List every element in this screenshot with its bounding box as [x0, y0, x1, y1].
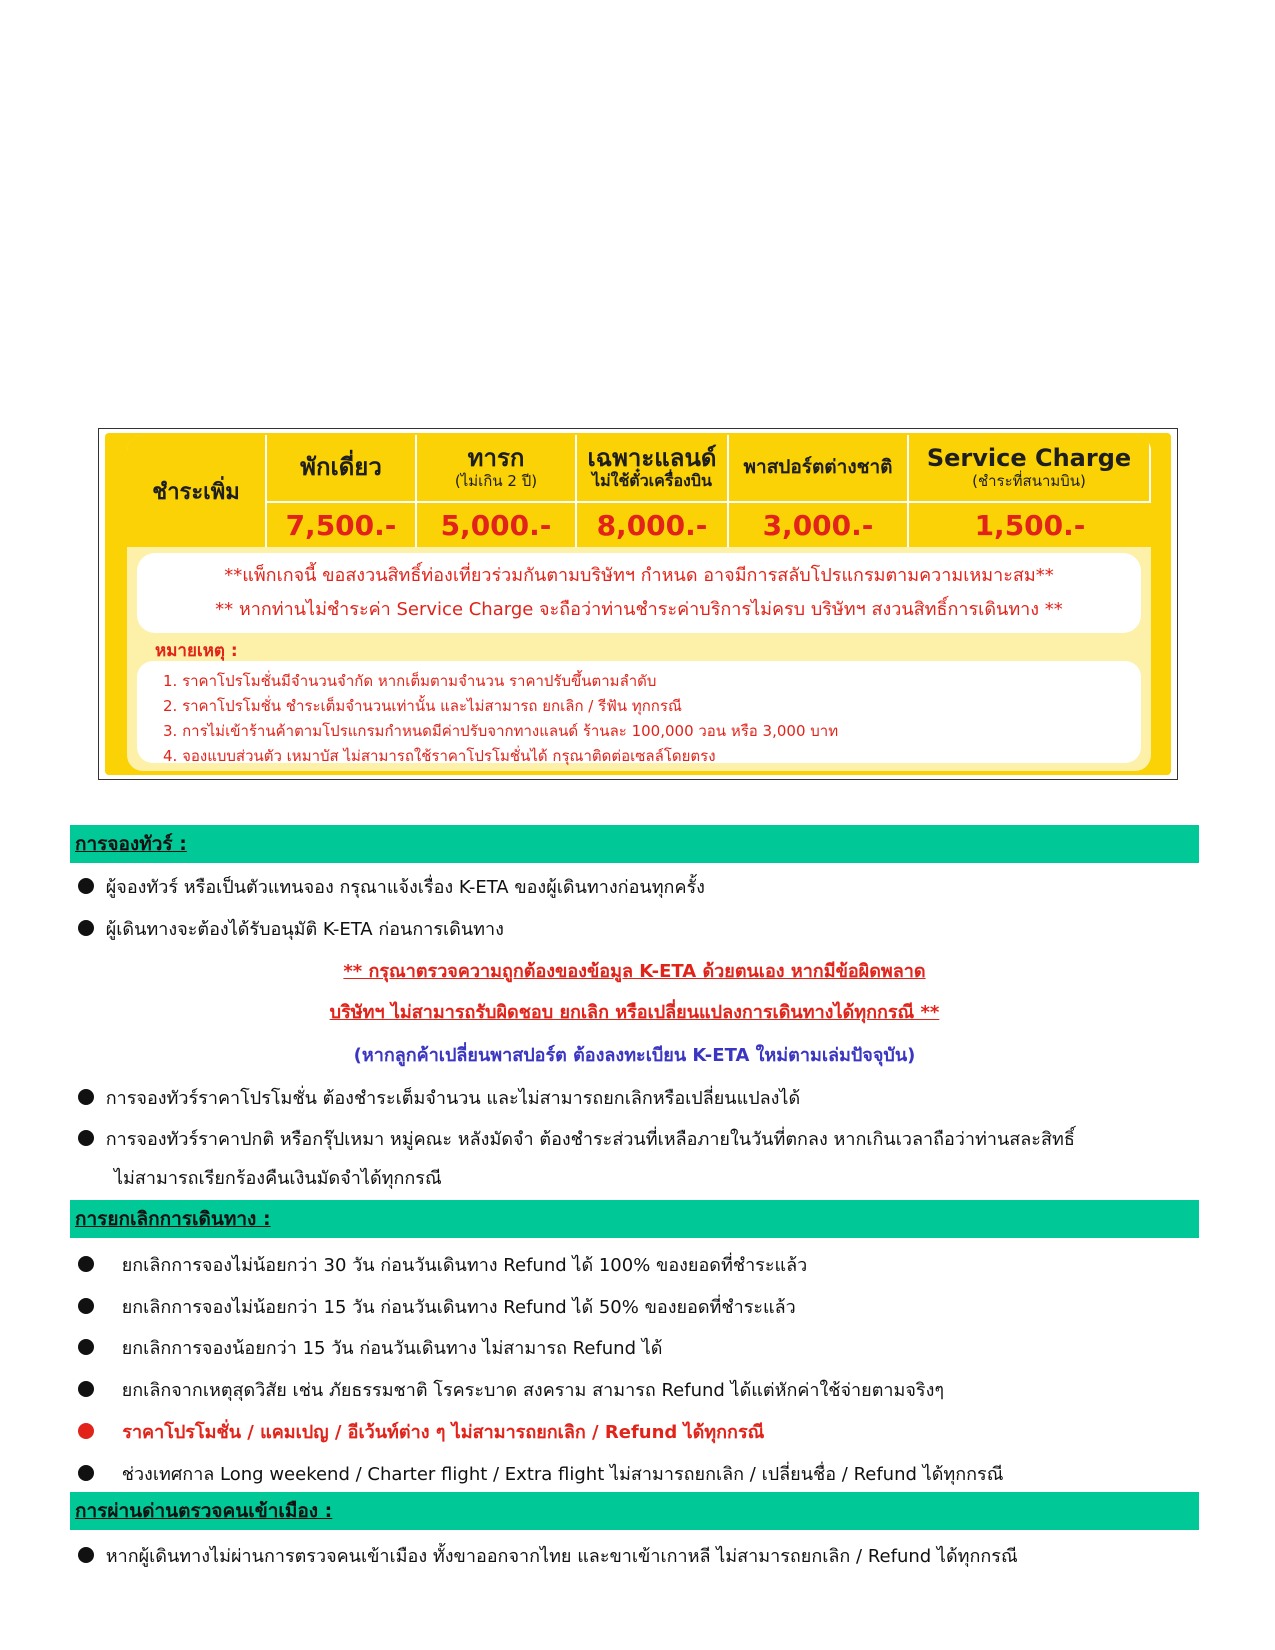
list-item: การจองทัวร์ราคาโปรโมชั่น ต้องชำระเต็มจำนวน และไม่สามารถยกเลิกหรือเปลี่ยนแปลงได้ [78, 1083, 800, 1112]
remark-item: 1. ราคาโปรโมชั่นมีจำนวนจำกัด หากเต็มตามจำนวน ราคาปรับขึ้นตามลำดับ [163, 672, 657, 690]
bullet-icon [78, 878, 94, 894]
banner-panel [127, 435, 1151, 771]
section-header-immigration: การผ่านด่านตรวจคนเข้าเมือง : [70, 1492, 1199, 1530]
list-item: ผู้จองทัวร์ หรือเป็นตัวแทนจอง กรุณาแจ้งเรื่อง K-ETA ของผู้เดินทางก่อนทุกครั้ง [78, 872, 705, 901]
notice-line: **แพ็กเกจนี้ ขอสงวนสิทธิ์ท่องเที่ยวร่วมกันตามบริษัทฯ กำหนด อาจมีการสลับโปรแกรมตามความเหมาะสม** [224, 565, 1054, 586]
price-service-charge: 1,500.- [974, 508, 1086, 542]
bullet-icon [78, 1256, 94, 1272]
bullet-icon [78, 920, 94, 936]
list-item: การจองทัวร์ราคาปกติ หรือกรุ๊ปเหมา หมู่คณะ หลังมัดจำ ต้องชำระส่วนที่เหลือภายในวันที่ตกลง หากเกินเวลาถือว่าท่านสละสิทธิ์ [78, 1124, 1075, 1153]
keta-warning-line-2: บริษัทฯ ไม่สามารถรับผิดชอบ ยกเลิก หรือเปลี่ยนแปลงการเดินทางได้ทุกกรณี ** [329, 1002, 940, 1023]
list-item: ยกเลิกจากเหตุสุดวิสัย เช่น ภัยธรรมชาติ โรคระบาด สงคราม สามารถ Refund ได้แต่หักค่าใช้จ่ายตามจริงๆ [78, 1375, 944, 1404]
bullet-icon [78, 1547, 94, 1563]
col-header-infant: ทารก (ไม่เกิน 2 ปี) [417, 435, 577, 503]
col-header-single: พักเดี่ยว [267, 435, 417, 503]
price-foreign-passport: 3,000.- [729, 503, 909, 547]
list-item: ยกเลิกการจองน้อยกว่า 15 วัน ก่อนวันเดินทาง ไม่สามารถ Refund ได้ [78, 1333, 662, 1362]
col-header-service-charge: Service Charge (ชำระที่สนามบิน) [909, 435, 1151, 503]
list-item: ผู้เดินทางจะต้องได้รับอนุมัติ K-ETA ก่อนการเดินทาง [78, 914, 504, 943]
price-single: 7,500.- [267, 503, 417, 547]
list-item-promo-warning: ราคาโปรโมชั่น / แคมเปญ / อีเว้นท์ต่าง ๆ ไม่สามารถยกเลิก / Refund ได้ทุกกรณี [78, 1417, 764, 1446]
list-item: ยกเลิกการจองไม่น้อยกว่า 15 วัน ก่อนวันเดินทาง Refund ได้ 50% ของยอดที่ชำระแล้ว [78, 1292, 796, 1321]
keta-warning-line-1: ** กรุณาตรวจความถูกต้องของข้อมูล K-ETA ด้วยตนเอง หากมีข้อผิดพลาด [343, 961, 926, 982]
section-header-booking: การจองทัวร์ : [70, 825, 1199, 863]
price-table-label: ชำระเพิ่ม [127, 435, 267, 547]
bullet-icon [78, 1339, 94, 1355]
banner-frame [105, 433, 1171, 775]
notice-line: ** หากท่านไม่ชำระค่า Service Charge จะถือว่าท่านชำระค่าบริการไม่ครบ บริษัทฯ สงวนสิทธิ์การเดินทาง ** [215, 599, 1063, 620]
bullet-icon [78, 1130, 94, 1146]
list-item: ช่วงเทศกาล Long weekend / Charter flight / Extra flight ไม่สามารถยกเลิก / เปลี่ยนชื่อ / Refund ได้ทุกกรณี [78, 1459, 1003, 1488]
remark-item: 2. ราคาโปรโมชั่น ชำระเต็มจำนวนเท่านั้น และไม่สามารถ ยกเลิก / รีฟัน ทุกกรณี [163, 697, 682, 715]
remark-item: 3. การไม่เข้าร้านค้าตามโปรแกรมกำหนดมีค่าปรับจากทางแลนด์ ร้านละ 100,000 วอน หรือ 3,000 บาท [163, 722, 839, 740]
remarks-title: หมายเหตุ : [155, 641, 238, 661]
bullet-icon [78, 1298, 94, 1314]
price-land-only: 8,000.- [577, 503, 729, 547]
col-header-foreign-passport: พาสปอร์ตต่างชาติ [729, 435, 909, 503]
remark-item: 4. จองแบบส่วนตัว เหมาบัส ไม่สามารถใช้ราคาโปรโมชั่นได้ กรุณาติดต่อเซลล์โดยตรง [163, 747, 716, 765]
col-header-land-only: เฉพาะแลนด์ ไม่ใช้ตั๋วเครื่องบิน [577, 435, 729, 503]
section-header-cancellation: การยกเลิกการเดินทาง : [70, 1200, 1199, 1238]
bullet-icon [78, 1423, 94, 1439]
list-item: ยกเลิกการจองไม่น้อยกว่า 30 วัน ก่อนวันเดินทาง Refund ได้ 100% ของยอดที่ชำระแล้ว [78, 1250, 807, 1279]
bullet-icon [78, 1381, 94, 1397]
price-table [127, 435, 1151, 547]
list-item: หากผู้เดินทางไม่ผ่านการตรวจคนเข้าเมือง ทั้งขาออกจากไทย และขาเข้าเกาหลี ไม่สามารถยกเลิก / Refund ได้ทุกกรณี [78, 1541, 1018, 1570]
price-banner [98, 428, 1178, 780]
notice-box [137, 553, 1141, 633]
remarks-box [137, 661, 1141, 763]
bullet-icon [78, 1465, 94, 1481]
list-item-continuation: ไม่สามารถเรียกร้องคืนเงินมัดจำได้ทุกกรณี [114, 1168, 442, 1189]
bullet-icon [78, 1089, 94, 1105]
keta-passport-note: (หากลูกค้าเปลี่ยนพาสปอร์ต ต้องลงทะเบียน K-ETA ใหม่ตามเล่มปัจจุบัน) [353, 1045, 916, 1066]
price-infant: 5,000.- [417, 503, 577, 547]
